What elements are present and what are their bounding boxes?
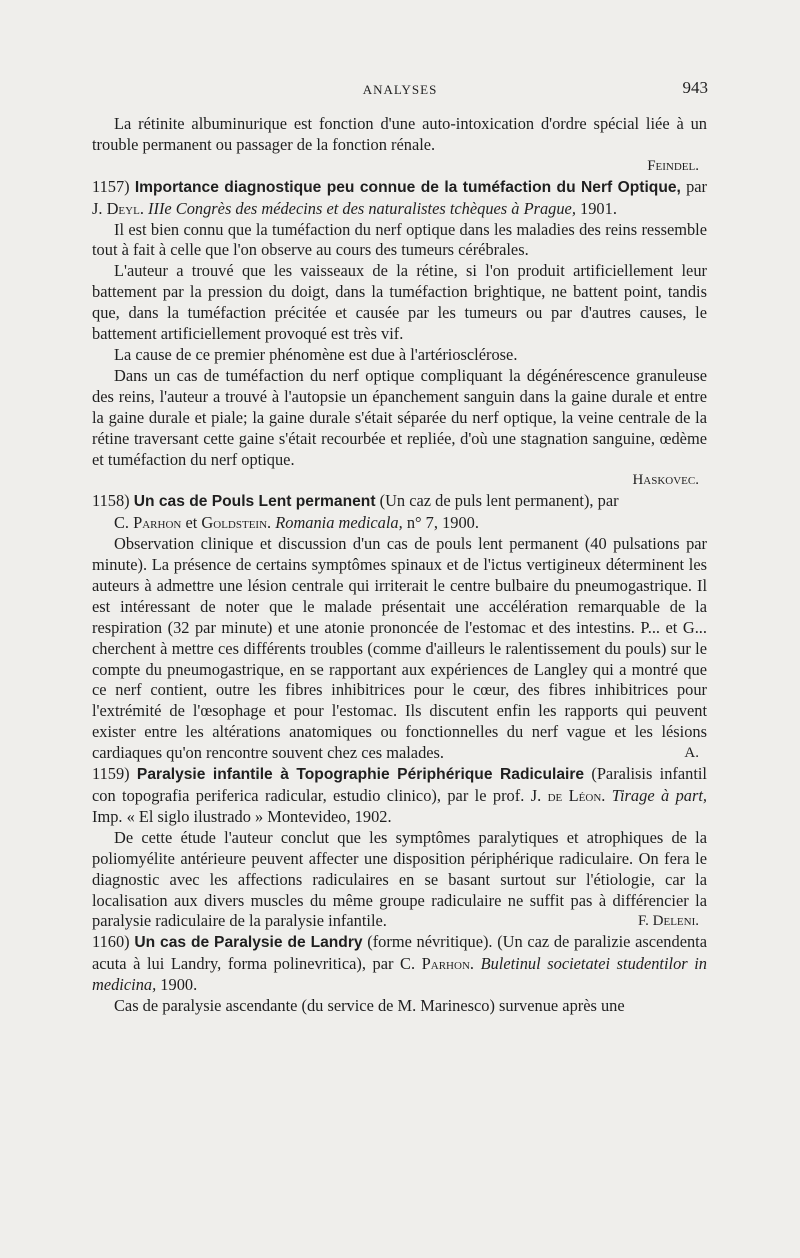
entry-1157-paragraph-3: La cause de ce premier phénomène est due à l'artériosclérose. bbox=[114, 344, 518, 364]
entry-1157-paragraph-1: Il est bien connu que la tuméfaction du nerf optique dans les maladies des reins ressemble tout à fait à celle que l'on observe au cours des tumeurs cérébrales. bbox=[92, 219, 707, 260]
entry-1158-text: Observation clinique et discussion d'un cas de pouls lent permanent (40 pulsations par minute). La présence de certains symptômes spinaux et de l'ictus vertigineux déterminent les auteurs à admettre une lésion centrale qui irriterait le centre bulbaire du pneumogastrique. Il est intéressant de noter que le malade présentait une accélération remarquable de la respiration (32 par minute) et une atonie prononcée de l'estomac et des intestins. P... et G... cherchent à mettre ces différents troubles (comme d'ailleurs le ralentissement du pouls) sur le compte du pneumogastrique, en se rapportant aux expériences de Langley qui a montré que ce nerf contient, outre les fibres inhibitrices pour le cœur, des fibres inhibitrices pour l'extrémité de l'œsophage et pour l'estomac. Ils discutent enfin les rapports qui peuvent exister entre les altérations anatomiques ou fonctionnelles du nerf vague et les lésions cardiaques qu'on rencontre souvent chez ces malades. bbox=[92, 534, 707, 763]
entry-1159-text: De cette étude l'auteur conclut que les symptômes paralytiques et atrophiques de la poliomyélite antérieure peuvent affecter une disposition périphérique radiculaire. On fera le diagnostic avec les affections radiculaires en se basant surtout sur l'étiologie, car la localisation aux divers muscles du même groupe radiculaire ne suffit pas à différencier la paralysie radiculaire de la paralysie infantile. bbox=[92, 827, 707, 931]
entry-1158-paragraph-1 bbox=[92, 534, 707, 764]
header-title: ANALYSES bbox=[362, 82, 438, 97]
author-name: C. Parhon. bbox=[400, 954, 474, 974]
by-text: par J. bbox=[92, 176, 707, 218]
entry-number: 1158) bbox=[92, 491, 130, 511]
entry-number: 1159) bbox=[92, 764, 130, 784]
signature-a: A. bbox=[684, 745, 699, 762]
entry-1160-heading bbox=[92, 932, 707, 996]
journal-year: 1900. bbox=[160, 975, 198, 995]
source-year: 1901. bbox=[580, 198, 617, 218]
intro-paragraph: La rétinite albuminurique est fonction d'une auto-intoxication d'ordre spécial liée à un trouble permanent ou passager de la fonction rénale. bbox=[92, 114, 707, 154]
entry-1157-paragraph-4: Dans un cas de tuméfaction du nerf optique compliquant la dégénérescence granuleuse des reins, l'auteur a trouvé à l'autopsie un épanchement sanguin dans la gaine durale et entre la gaine durale et piale; la gaine durale s'était séparée du nerf optique, la veine centrale de la rétine traversant cette gaine s'était recourbée et repliée, d'où une stagnation sanguine, œdème et tuméfaction du nerf optique. bbox=[92, 365, 707, 469]
entry-title: Un cas de Paralysie de Landry bbox=[134, 934, 363, 952]
entry-original-title: (Un caz de puls lent permanent), par bbox=[379, 491, 619, 511]
article-body bbox=[92, 114, 707, 1017]
entry-title: Un cas de Pouls Lent permanent bbox=[133, 493, 376, 511]
entry-original-title: (Paralisis infantil con topografia periferica radicular, estudio clinico), par le prof. bbox=[92, 764, 707, 805]
journal-title: Romania medicala, bbox=[275, 513, 403, 533]
source-title: IIIe Congrès des médecins et des naturalistes tchèques à Prague, bbox=[148, 198, 576, 218]
entry-1160-paragraph-1: Cas de paralysie ascendante (du service de M. Marinesco) survenue après une bbox=[114, 996, 625, 1016]
entry-title: Paralysie infantile à Topographie Périphérique Radiculaire bbox=[136, 766, 585, 784]
tirage-text: Tirage à part, bbox=[611, 786, 707, 805]
page-number: 943 bbox=[682, 78, 708, 97]
entry-1157-heading bbox=[92, 177, 707, 220]
entry-1159-paragraph-1 bbox=[92, 828, 707, 933]
author-name: C. Parhon bbox=[114, 513, 182, 533]
entry-1157-paragraph-2: L'auteur a trouvé que les vaisseaux de la rétine, si l'on produit artificiellement leur battement par la pression du doigt, dans la tuméfaction brightique, ne battent point, tandis que, dans la tuméfaction précitée et causée par les tumeurs ou par d'autres causes, le battement artificiellement provoqué est très vif. bbox=[92, 261, 707, 344]
signature-deleni: F. Deleni. bbox=[638, 913, 699, 930]
entry-title: Importance diagnostique peu connue de la tuméfaction du Nerf Optique, bbox=[134, 178, 681, 196]
imprint-text: Imp. « El siglo ilustrado » Montevideo, 1902. bbox=[92, 806, 392, 826]
author-name: Goldstein. bbox=[201, 513, 272, 533]
author-name: J. de Léon. bbox=[530, 786, 606, 805]
signature-feindel: Feindel. bbox=[647, 157, 699, 174]
and-text: et bbox=[185, 513, 198, 533]
entry-original-title: (forme névritique). (Un caz de paralizie ascendenta acuta à lui Landry, forma polinevritica), par bbox=[92, 932, 707, 974]
author-name: Deyl. bbox=[106, 198, 144, 218]
journal-issue: n° 7, 1900. bbox=[406, 513, 479, 533]
entry-1158-heading bbox=[92, 491, 707, 534]
citation-line bbox=[92, 513, 479, 532]
journal-title: Buletinul societatei studentilor in medicina, bbox=[92, 954, 707, 995]
entry-number: 1157) bbox=[92, 176, 130, 196]
entry-1159-heading bbox=[92, 764, 707, 828]
running-head bbox=[0, 78, 800, 100]
entry-number: 1160) bbox=[92, 932, 130, 952]
signature-haskovec: Haskovec. bbox=[632, 472, 699, 489]
